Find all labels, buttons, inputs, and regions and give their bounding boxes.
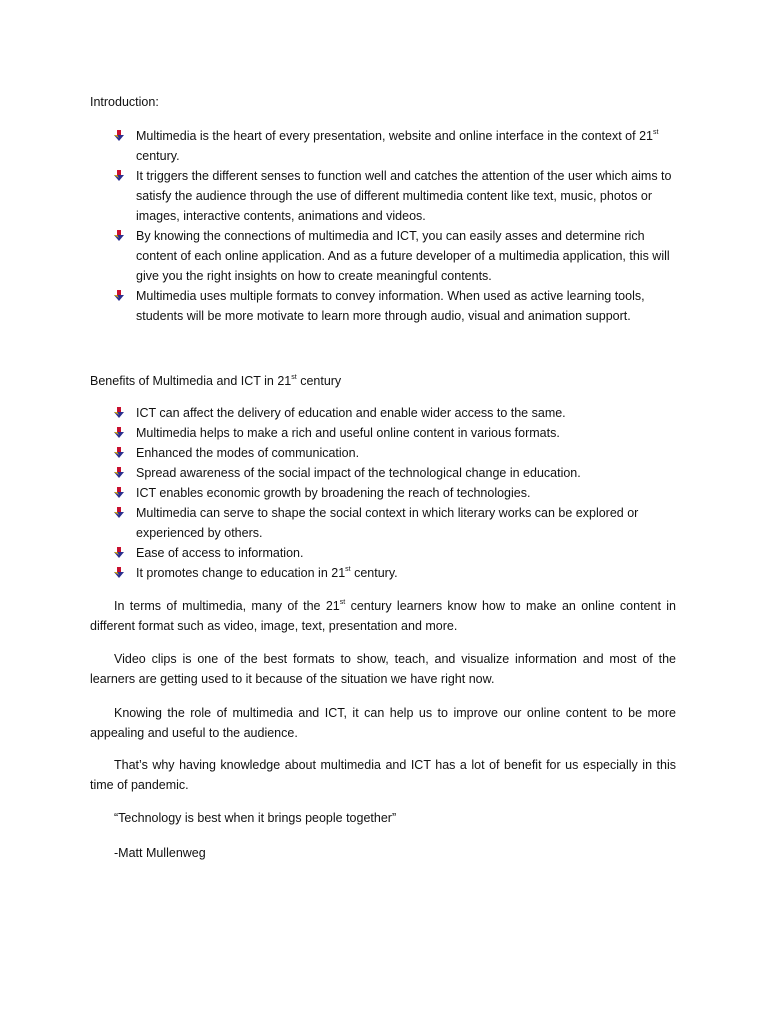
arrow-down-bullet-icon — [113, 547, 125, 559]
paragraph-knowledge-benefit: That’s why having knowledge about multimedia and ICT has a lot of benefit for us especially in this time of pandemic. — [90, 758, 676, 792]
bullet-text: Enhanced the modes of communication. — [136, 446, 360, 460]
arrow-down-bullet-icon — [113, 507, 125, 519]
list-item — [0, 543, 768, 563]
bullet-text: ICT can affect the delivery of education and enable wider access to the same. — [136, 406, 566, 420]
bullet-text-continued: century. — [136, 149, 180, 163]
bullet-text-continued: century. — [350, 566, 398, 580]
paragraph-video-clips: Video clips is one of the best formats to show, teach, and visualize information and most of the learners are getting used to it because of the situation we have right now. — [90, 652, 676, 686]
arrow-down-bullet-icon — [113, 487, 125, 499]
superscript: st — [291, 374, 297, 381]
benefits-heading-text: Benefits of Multimedia and ICT in 21 — [90, 374, 292, 388]
list-item — [0, 286, 768, 326]
list-item — [0, 463, 768, 483]
superscript: st — [339, 599, 346, 606]
list-item — [0, 443, 768, 463]
list-item — [0, 483, 768, 503]
bullet-text: Spread awareness of the social impact of the technological change in education. — [136, 466, 581, 480]
paragraph-multimedia-learners — [90, 596, 676, 636]
list-item — [0, 226, 768, 286]
list-item — [0, 563, 768, 583]
list-item — [0, 403, 768, 423]
bullet-text: Multimedia can serve to shape the social context in which literary works can be explored or experienced by others. — [136, 506, 639, 540]
arrow-down-bullet-icon — [113, 130, 125, 142]
arrow-down-bullet-icon — [113, 170, 125, 182]
intro-heading: Introduction: — [90, 95, 159, 109]
bullet-text: Multimedia helps to make a rich and useful online content in various formats. — [136, 426, 560, 440]
paragraph-text-continued: century learners know how to make an online content in different format such as video, image, text, presentation and more. — [90, 599, 677, 633]
benefits-heading-text-continued: century — [296, 374, 342, 388]
arrow-down-bullet-icon — [113, 567, 125, 579]
bullet-text: It promotes change to education in 21 — [136, 566, 346, 580]
superscript: st — [652, 129, 659, 136]
bullet-text: By knowing the connections of multimedia and ICT, you can easily asses and determine rich content of each online application. And as a future developer of a multimedia application, this will give you the right insights on how to create meaningful contents. — [136, 229, 670, 283]
list-item — [0, 166, 768, 226]
quote-text: “Technology is best when it brings people together” — [114, 811, 397, 825]
intro-bullet-list — [0, 126, 768, 326]
bullet-text: It triggers the different senses to function well and catches the attention of the user which aims to satisfy the audience through the use of different multimedia content like text, music, photos or images, interactive contents, animations and videos. — [136, 169, 672, 223]
bullet-text: Multimedia is the heart of every presentation, website and online interface in the context of 21 — [136, 129, 653, 143]
arrow-down-bullet-icon — [113, 427, 125, 439]
arrow-down-bullet-icon — [113, 230, 125, 242]
superscript: st — [345, 566, 351, 573]
bullet-text: ICT enables economic growth by broadening the reach of technologies. — [136, 486, 531, 500]
benefits-heading — [90, 371, 341, 391]
arrow-down-bullet-icon — [113, 407, 125, 419]
arrow-down-bullet-icon — [113, 447, 125, 459]
paragraph-role-of-multimedia: Knowing the role of multimedia and ICT, it can help us to improve our online content to be more appealing and useful to the audience. — [90, 706, 676, 740]
list-item — [0, 126, 768, 166]
paragraph-text: In terms of multimedia, many of the 21 — [114, 599, 340, 613]
benefits-bullet-list — [0, 403, 768, 583]
bullet-text: Multimedia uses multiple formats to convey information. When used as active learning tools, students will be more motivate to learn more through audio, visual and animation support. — [136, 289, 645, 323]
list-item — [0, 503, 768, 543]
list-item — [0, 423, 768, 443]
arrow-down-bullet-icon — [113, 290, 125, 302]
arrow-down-bullet-icon — [113, 467, 125, 479]
quote-author: -Matt Mullenweg — [114, 846, 206, 860]
bullet-text: Ease of access to information. — [136, 546, 304, 560]
